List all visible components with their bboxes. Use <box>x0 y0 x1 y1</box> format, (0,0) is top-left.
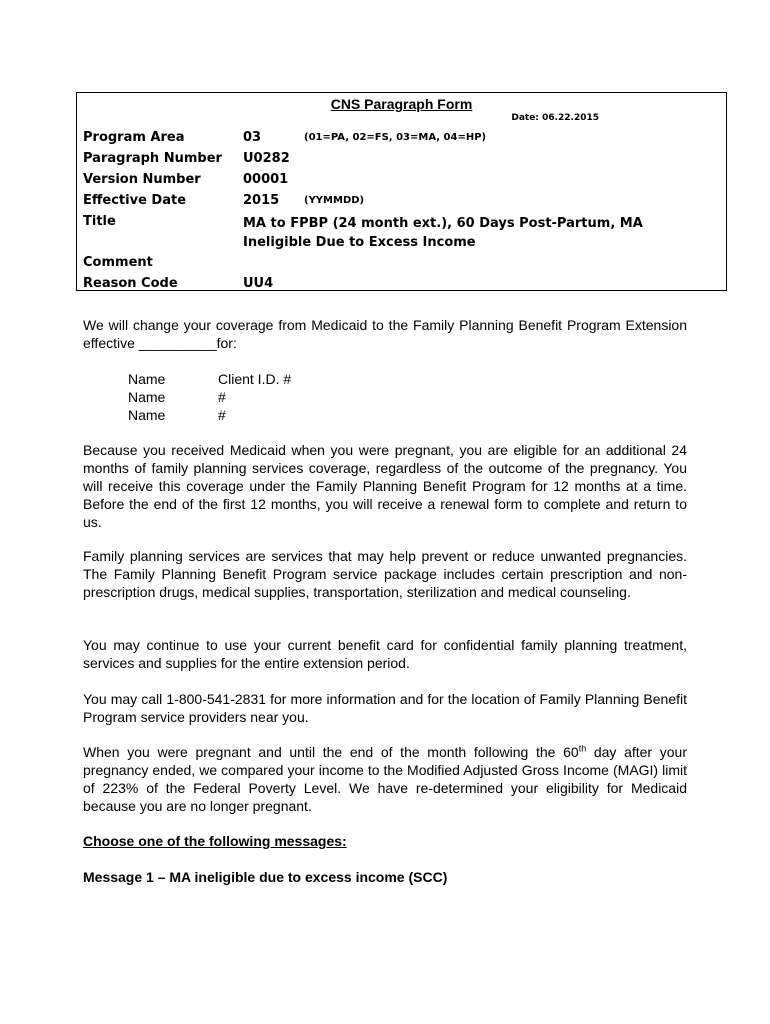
paragraph-number-label: Paragraph Number <box>83 151 222 166</box>
client-name-row <box>128 406 428 424</box>
client-name-row <box>128 370 428 388</box>
client-id-label: # <box>218 389 226 405</box>
version-number-value: 00001 <box>243 172 289 187</box>
income-review-text-start: When you were pregnant and until the end of the month following the 60 <box>83 744 579 760</box>
paragraph-eligibility: Because you received Medicaid when you were pregnant, you are eligible for an additional 24 months of family planning services coverage, regardless of the outcome of the pregnancy. You will receive this coverage under the Family Planning Benefit Program for 12 months at a time. Before the end of the first 12 months, you will receive a renewal form to complete and return to us. <box>83 442 687 530</box>
effective-date-value: 2015 <box>243 193 280 208</box>
reason-code-value: UU4 <box>243 276 274 291</box>
paragraph-coverage-change: We will change your coverage from Medicaid to the Family Planning Benefit Program Extension effective __________for: <box>83 317 687 351</box>
paragraph-services: Family planning services are services that may help prevent or reduce unwanted pregnancies. The Family Planning Benefit Program service package includes certain prescription and non-prescription drugs, medical supplies, transportation, sterilization and medical counseling. <box>83 548 687 600</box>
title-value: MA to FPBP (24 month ext.), 60 Days Post-Partum, MA Ineligible Due to Excess Income <box>243 216 643 250</box>
name-label: Name <box>128 371 166 387</box>
client-name-list <box>128 370 428 424</box>
reason-code-label: Reason Code <box>83 276 178 291</box>
paragraph-number-value: U0282 <box>243 151 290 166</box>
name-label: Name <box>128 389 166 405</box>
income-review-text-end: day after your pregnancy ended, we compared your income to the Modified Adjusted Gross Income (MAGI) limit of 223% of the Federal Poverty Level. We have re-determined your eligibility for Medicaid because you are no longer pregnant. <box>83 744 687 814</box>
paragraph-income-review <box>83 743 687 815</box>
message-1-heading: Message 1 – MA ineligible due to excess income (SCC) <box>83 869 448 885</box>
choose-message-heading: Choose one of the following messages: <box>83 833 347 849</box>
paragraph-phone-info: You may call 1-800-541-2831 for more information and for the location of Family Planning Benefit Program service providers near you. <box>83 691 687 725</box>
comment-label: Comment <box>83 255 153 270</box>
program-area-value: 03 <box>243 130 262 145</box>
form-header-box <box>76 92 727 291</box>
effective-date-note: (YYMMDD) <box>304 195 365 206</box>
client-id-label: # <box>218 407 226 423</box>
version-number-label: Version Number <box>83 172 201 187</box>
paragraph-benefit-card: You may continue to use your current benefit card for confidential family planning treatment, services and supplies for the entire extension period. <box>83 637 687 671</box>
form-date <box>511 113 599 123</box>
program-area-note: (01=PA, 02=FS, 03=MA, 04=HP) <box>304 132 487 143</box>
program-area-label: Program Area <box>83 130 185 145</box>
ordinal-suffix: th <box>578 743 587 754</box>
effective-date-label: Effective Date <box>83 193 187 208</box>
client-id-label: Client I.D. # <box>218 371 292 387</box>
date-label: Date: <box>511 113 539 123</box>
title-label: Title <box>83 214 116 229</box>
date-value: 06.22.2015 <box>542 113 599 123</box>
client-name-row <box>128 388 428 406</box>
name-label: Name <box>128 407 166 423</box>
form-title: CNS Paragraph Form <box>330 96 473 112</box>
